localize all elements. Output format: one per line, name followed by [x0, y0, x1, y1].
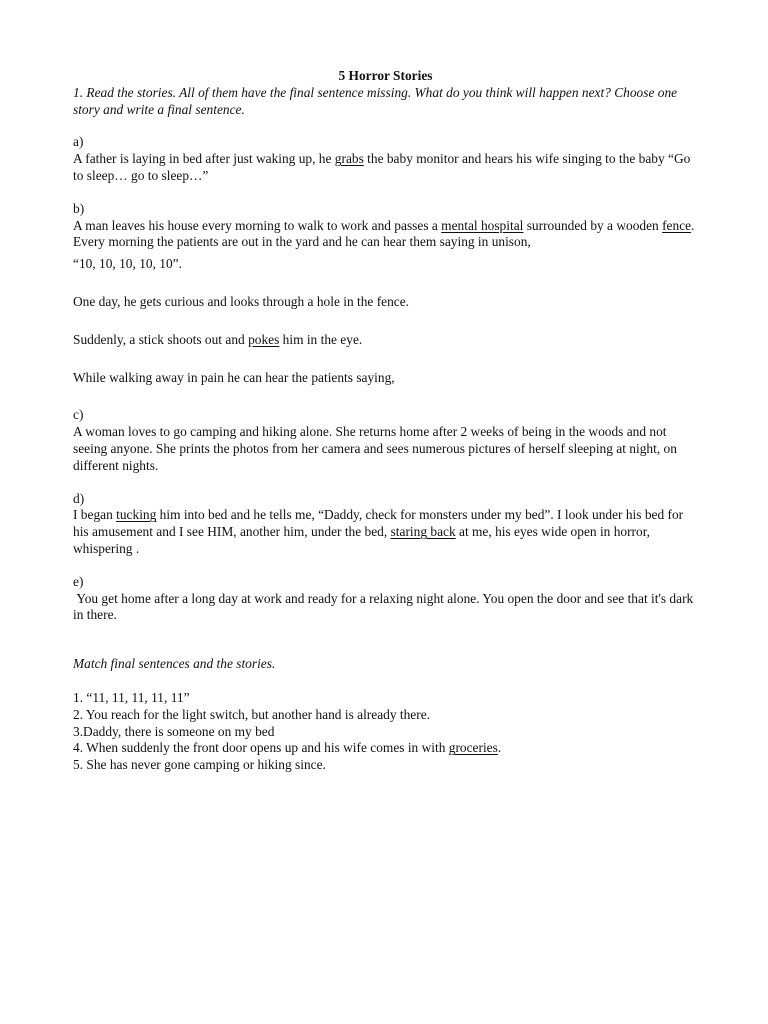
story-d-text-part: I began [73, 507, 117, 523]
story-b-paragraph-4: While walking away in pain he can hear the patients saying, [73, 369, 395, 385]
match-item-1: 1. “11, 11, 11, 11, 11” [73, 689, 190, 705]
story-b-text-part: . Every morning the patients are out in the yard and he can hear them saying in unison, [73, 217, 695, 250]
match-item-4-part: 4. When suddenly the front door opens up and his wife comes in with [73, 740, 449, 756]
story-d-text-part: at me, his eyes wide open in horror, whispering . [73, 524, 650, 556]
story-b-text-part: him in the eye. [279, 331, 363, 347]
story-b-text-part: surrounded by a wooden [523, 217, 663, 233]
story-b-text-part: A man leaves his house every morning to walk to work and passes a [73, 217, 442, 233]
match-item-3: 3.Daddy, there is someone on my bed [73, 723, 275, 739]
story-a-label: a) [73, 134, 84, 150]
story-b-text-part: Suddenly, a stick shoots out and [73, 331, 249, 347]
underlined-word: mental hospital [441, 217, 524, 233]
story-b-text [73, 218, 698, 252]
story-a-text-part: the baby monitor and hears his wife singing to the baby “Go to sleep… go to sleep…” [73, 151, 691, 183]
match-item-4-part: . [497, 740, 502, 756]
story-d-label: d) [73, 490, 85, 506]
underlined-word: staring back [390, 524, 456, 540]
story-b-paragraph-3 [73, 332, 698, 349]
story-a-text-part: A father is laying in bed after just waking up, he [73, 151, 335, 167]
match-heading: Match final sentences and the stories. [73, 656, 276, 672]
story-b-paragraph-2: One day, he gets curious and looks through a hole in the fence. [73, 293, 410, 309]
story-e-label: e) [73, 573, 84, 589]
story-a-text [73, 151, 698, 185]
story-b-chant: “10, 10, 10, 10, 10”. [73, 256, 182, 272]
match-list [73, 690, 698, 774]
story-e-text: You get home after a long day at work and ready for a relaxing night alone. You open the door and see that it's dark in there. [73, 590, 697, 623]
instruction-text: 1. Read the stories. All of them have the final sentence missing. What do you think will happen next? Choose one story and write a final sentence. [73, 84, 678, 117]
underlined-word: groceries [448, 740, 498, 756]
document-page [73, 68, 698, 774]
story-c-text: A woman loves to go camping and hiking alone. She returns home after 2 weeks of being in the woods and not seeing anyone. She prints the photos from her camera and sees numerous pictures of herself sleeping at night, on different nights. [73, 424, 677, 473]
underlined-word: tucking [116, 507, 157, 523]
underlined-word: fence [662, 217, 692, 233]
underlined-word: grabs [334, 151, 364, 167]
match-item-2: 2. You reach for the light switch, but another hand is already there. [73, 706, 430, 722]
match-item-4 [73, 740, 698, 757]
match-item-5: 5. She has never gone camping or hiking since. [73, 757, 326, 773]
underlined-word: pokes [248, 331, 280, 347]
story-c-label: c) [73, 407, 84, 423]
story-d-text [73, 507, 698, 557]
story-b-label: b) [73, 200, 85, 216]
document-title: 5 Horror Stories [338, 68, 433, 83]
story-d-text-part: him into bed and he tells me, “Daddy, check for monsters under my bed”. I look under his bed for his amusement and I see HIM, another him, under the bed, [73, 507, 684, 540]
